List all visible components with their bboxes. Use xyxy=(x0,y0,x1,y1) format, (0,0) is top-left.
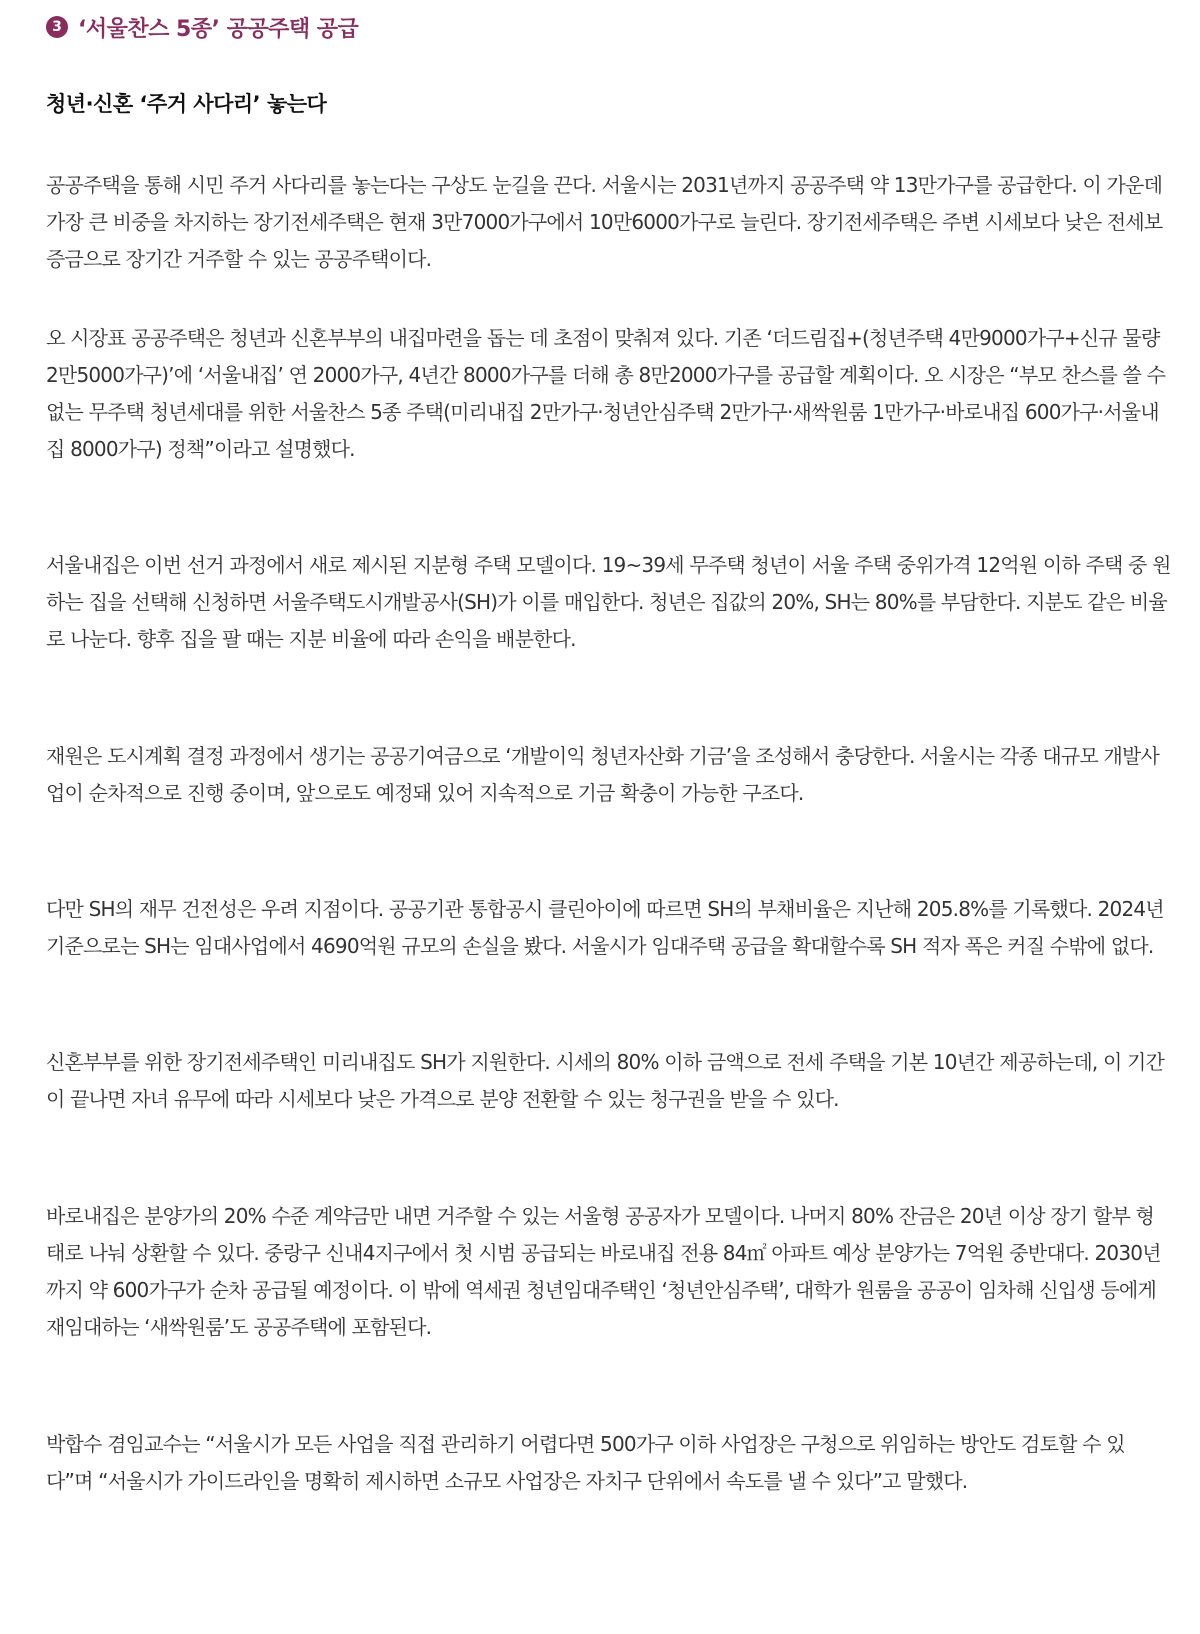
paragraph-2: 오 시장표 공공주택은 청년과 신혼부부의 내집마련을 돕는 데 초점이 맞춰져 있다. 기존 ‘더드림집+(청년주택 4만9000가구+신규 물량 2만5000가구)’에 ‘서울내집’ 연 2000가구, 4년간 8000가구를 더해 총 8만2000가구를 공급할 계획이다. 오 시장은 “부모 찬스를 쓸 수 없는 무주택 청년세대를 위한 서울찬스 5종 주택(미리내집 2만가구·청년안심주택 2만가구·새싹원룸 1만가구·바로내집 600가구·서울내집 8000가구) 정책”이라고 설명했다. xyxy=(46,326,1166,461)
section-title: ‘서울찬스 5종’ 공공주택 공급 xyxy=(78,16,359,42)
section-header xyxy=(46,2,1171,52)
paragraph-5: 다만 SH의 재무 건전성은 우려 지점이다. 공공기관 통합공시 클린아이에 따르면 SH의 부채비율은 지난해 205.8%를 기록했다. 2024년 기준으로는 SH는 임대사업에서 4690억원 규모의 손실을 봤다. 서울시가 임대주택 공급을 확대할수록 SH 적자 폭은 커질 수밖에 없다. xyxy=(46,897,1164,958)
paragraph-3: 서울내집은 이번 선거 과정에서 새로 제시된 지분형 주택 모델이다. 19~39세 무주택 청년이 서울 주택 중위가격 12억원 이하 주택 중 원하는 집을 선택해 신청하면 서울주택도시개발공사(SH)가 이를 매입한다. 청년은 집값의 20%, SH는 80%를 부담한다. 지분도 같은 비율로 나눈다. 향후 집을 팔 때는 지분 비율에 따라 손익을 배분한다. xyxy=(46,553,1171,651)
paragraph-1: 공공주택을 통해 시민 주거 사다리를 놓는다는 구상도 눈길을 끈다. 서울시는 2031년까지 공공주택 약 13만가구를 공급한다. 이 가운데 가장 큰 비중을 차지하는 장기전세주택은 현재 3만7000가구에서 10만6000가구로 늘린다. 장기전세주택은 주변 시세보다 낮은 전세보증금으로 장기간 거주할 수 있는 공공주택이다. xyxy=(46,173,1163,271)
paragraph-8: 박합수 겸임교수는 “서울시가 모든 사업을 직접 관리하기 어렵다면 500가구 이하 사업장은 구청으로 위임하는 방안도 검토할 수 있다”며 “서울시가 가이드라인을 명확히 제시하면 소규모 사업장은 자치구 단위에서 속도를 낼 수 있다”고 말했다. xyxy=(46,1432,1125,1493)
paragraph-6: 신혼부부를 위한 장기전세주택인 미리내집도 SH가 지원한다. 시세의 80% 이하 금액으로 전세 주택을 기본 10년간 제공하는데, 이 기간이 끝나면 자녀 유무에 따라 시세보다 낮은 가격으로 분양 전환할 수 있는 청구권을 받을 수 있다. xyxy=(46,1050,1165,1111)
paragraph-7: 바로내집은 분양가의 20% 수준 계약금만 내면 거주할 수 있는 서울형 공공자가 모델이다. 나머지 80% 잔금은 20년 이상 장기 할부 형태로 나눠 상환할 수 있다. 중랑구 신내4지구에서 첫 시범 공급되는 바로내집 전용 84㎡ 아파트 예상 분양가는 7억원 중반대다. 2030년까지 약 600가구가 순차 공급될 예정이다. 이 밖에 역세권 청년임대주택인 ‘청년안심주택’, 대학가 원룸을 공공이 임차해 신입생 등에게 재임대하는 ‘새싹원룸’도 공공주택에 포함된다. xyxy=(46,1204,1161,1339)
article xyxy=(46,0,1171,1493)
paragraph-4: 재원은 도시계획 결정 과정에서 생기는 공공기여금으로 ‘개발이익 청년자산화 기금’을 조성해서 충당한다. 서울시는 각종 대규모 개발사업이 순차적으로 진행 중이며, 앞으로도 예정돼 있어 지속적으로 기금 확충이 가능한 구조다. xyxy=(46,744,1160,805)
subheading: 청년·신혼 ‘주거 사다리’ 놓는다 xyxy=(46,92,327,116)
section-number-badge: 3 xyxy=(46,16,68,38)
